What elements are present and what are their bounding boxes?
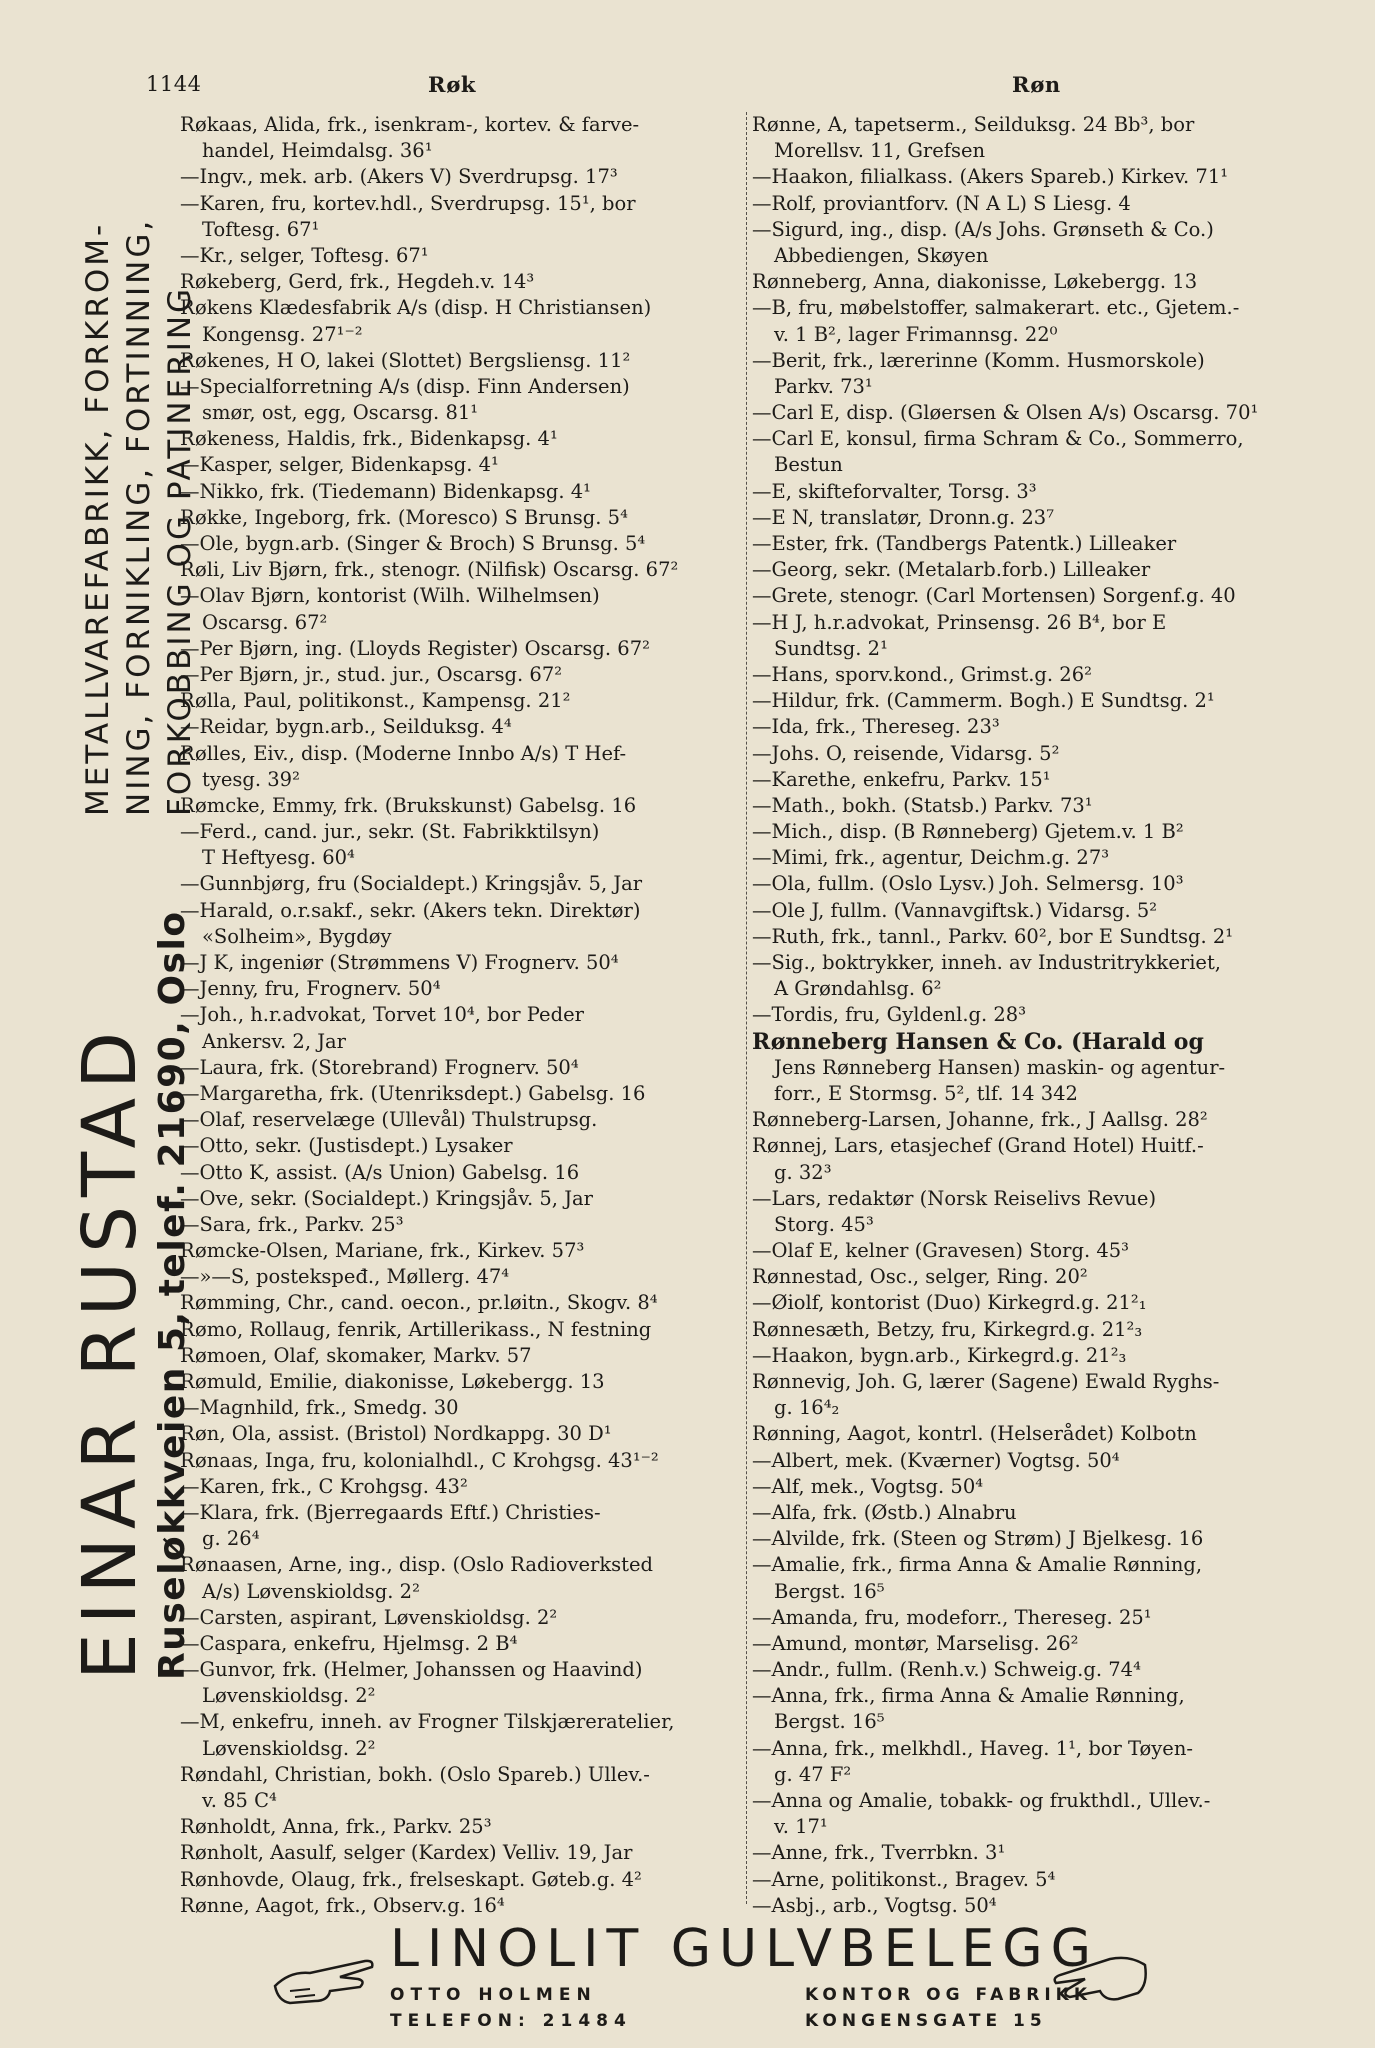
directory-entry-line: —Carsten, aspirant, Løvenskioldsg. 2² — [180, 1605, 558, 1629]
directory-entry-line: Parkv. 73¹ — [774, 374, 873, 398]
directory-entry-line: —J K, ingeniør (Strømmens V) Frognerv. 50⁴ — [180, 951, 619, 974]
sidebar-company-name: EINAR RUSTAD — [67, 1022, 153, 1680]
directory-entry-line: —Alfa, frk. (Østb.) Alnabru — [752, 1500, 1017, 1524]
directory-entry-line: Røkke, Ingeborg, frk. (Moresco) S Brunsg. 5⁴ — [180, 505, 628, 529]
right-header-word: Røn — [1012, 72, 1061, 97]
sidebar-address: Ruseløkkveien 5, telef. 21690, Oslo — [152, 910, 193, 1680]
directory-entry-line: —Nikko, frk. (Tiedemann) Bidenkapsg. 4¹ — [180, 479, 591, 503]
directory-entry-line: Løvenskioldsg. 2² — [202, 1736, 376, 1760]
directory-entry-line: —Amund, montør, Marselisg. 26² — [752, 1631, 1079, 1655]
directory-entry-line: —Ola, fullm. (Oslo Lysv.) Joh. Selmersg. 10³ — [752, 872, 1184, 896]
directory-entry-line: —Hans, sporv.kond., Grimst.g. 26² — [752, 662, 1092, 686]
directory-entry-line: Rømuld, Emilie, diakonisse, Løkebergg. 13 — [180, 1370, 605, 1393]
directory-entry-line: —Carl E, disp. (Gløersen & Olsen A/s) Oscarsg. 70¹ — [752, 401, 1259, 425]
directory-entry-line: —Per Bjørn, ing. (Lloyds Register) Oscarsg. 67² — [180, 636, 650, 660]
directory-entry-line: —Karethe, enkefru, Parkv. 15¹ — [752, 767, 1051, 791]
directory-entry-line: forr., E Stormsg. 5², tlf. 14 342 — [774, 1081, 1078, 1105]
directory-entry-line: A Grøndahlsg. 6² — [774, 977, 942, 1001]
ad-phone: TELEFON: 21484 — [390, 2011, 632, 2031]
directory-entry-line: —Karen, frk., C Krohgsg. 43² — [180, 1474, 468, 1498]
directory-entry-line: Rømo, Rollaug, fenrik, Artillerikass., N festning — [180, 1317, 652, 1341]
left-column — [180, 112, 740, 1919]
directory-entry-line: handel, Heimdalsg. 36¹ — [202, 139, 433, 163]
directory-entry-line: g. 16⁴₂ — [774, 1396, 840, 1420]
directory-entry-line: Røn, Ola, assist. (Bristol) Nordkappg. 30 D¹ — [180, 1422, 612, 1446]
directory-entry-line: v. 1 B², lager Frimannsg. 22⁰ — [774, 322, 1058, 346]
pointing-hand-icon — [1050, 1945, 1150, 2023]
directory-entry-line: —Hildur, frk. (Cammerm. Bogh.) E Sundtsg. 2¹ — [752, 689, 1215, 713]
directory-entry-line: —Gunvor, frk. (Helmer, Johanssen og Haavind) — [180, 1658, 643, 1682]
directory-entry-line: Røkenes, H O, lakei (Slottet) Bergsliensg. 11² — [180, 348, 631, 372]
directory-entry-line: Toftesg. 67¹ — [202, 217, 320, 241]
column-divider — [746, 112, 747, 1904]
directory-entry-line: —Olav Bjørn, kontorist (Wilh. Wilhelmsen) — [180, 584, 600, 608]
directory-entry-line: —Caspara, enkefru, Hjelmsg. 2 B⁴ — [180, 1631, 518, 1655]
directory-entry-line: —Carl E, konsul, firma Schram & Co., Sommerro, — [752, 427, 1244, 451]
directory-entry-line: —Ole, bygn.arb. (Singer & Broch) S Brunsg. 5⁴ — [180, 532, 646, 555]
directory-entry-line: Røkeberg, Gerd, frk., Hegdeh.v. 14³ — [180, 270, 535, 294]
directory-entry-line: v. 85 C⁴ — [202, 1789, 277, 1812]
directory-entry-line: —B, fru, møbelstoffer, salmakerart. etc., Gjetem.- — [752, 296, 1240, 320]
directory-entry-line: Rønaasen, Arne, ing., disp. (Oslo Radioverksted — [180, 1553, 654, 1577]
directory-entry-line: Rønne, A, tapetserm., Seilduksg. 24 Bb³, bor — [752, 113, 1195, 136]
directory-entry-line: —Anna, frk., firma Anna & Amalie Rønning, — [752, 1684, 1185, 1708]
directory-entry-line: —H J, h.r.advokat, Prinsensg. 26 B⁴, bor E — [752, 610, 1167, 634]
left-header-word: Røk — [428, 72, 476, 97]
directory-entry-line: —Øiolf, kontorist (Duo) Kirkegrd.g. 21²₁ — [752, 1291, 1147, 1315]
directory-entry-line: —Tordis, fru, Gyldenl.g. 28³ — [752, 1003, 1027, 1027]
directory-entry-line: —Anna og Amalie, tobakk- og frukthdl., Ullev.- — [752, 1789, 1211, 1812]
directory-entry-line: Storg. 45³ — [774, 1212, 874, 1236]
directory-entry-line: g. 26⁴ — [202, 1527, 260, 1551]
directory-entry-line: —Ferd., cand. jur., sekr. (St. Fabrikktilsyn) — [180, 820, 600, 844]
directory-entry-line: —Math., bokh. (Statsb.) Parkv. 73¹ — [752, 793, 1093, 817]
directory-entry-line: Sundtsg. 2¹ — [774, 636, 888, 660]
directory-entry-line: —Kasper, selger, Bidenkapsg. 4¹ — [180, 453, 499, 477]
directory-entry-line: —Margaretha, frk. (Utenriksdept.) Gabelsg. 16 — [180, 1081, 646, 1105]
ad-office-label: KONTOR OG FABRIKK — [805, 1985, 1093, 2005]
directory-entry-line: Rønnej, Lars, etasjechef (Grand Hotel) Huitf.- — [752, 1134, 1204, 1158]
directory-entry-line: Røkens Klædesfabrik A/s (disp. H Christiansen) — [180, 296, 652, 320]
directory-entry-line: —Karen, fru, kortev.hdl., Sverdrupsg. 15¹, bor — [180, 191, 636, 215]
directory-entry-line: —Alvilde, frk. (Steen og Strøm) J Bjelkesg. 16 — [752, 1527, 1204, 1551]
directory-entry-line: —Sigurd, ing., disp. (A/s Johs. Grønseth & Co.) — [752, 217, 1214, 241]
directory-entry-line: Rønneberg-Larsen, Johanne, frk., J Aallsg. 28² — [752, 1108, 1208, 1132]
directory-entry-line: Rølles, Eiv., disp. (Moderne Innbo A/s) T Hef- — [180, 741, 627, 765]
directory-entry-line: Rønholdt, Anna, frk., Parkv. 25³ — [180, 1815, 492, 1839]
directory-entry-line: —Sara, frk., Parkv. 25³ — [180, 1212, 404, 1236]
directory-entry-line: Rømoen, Olaf, skomaker, Markv. 57 — [180, 1343, 532, 1367]
directory-entry-line: —Johs. O, reisende, Vidarsg. 5² — [752, 741, 1060, 765]
directory-entry-line: g. 32³ — [774, 1160, 832, 1184]
directory-entry-line: Rømcke-Olsen, Mariane, frk., Kirkev. 57³ — [180, 1239, 585, 1263]
directory-entry-line: Bergst. 16⁵ — [774, 1579, 885, 1603]
directory-entry-line: Rønneberg, Anna, diakonisse, Løkebergg. 13 — [752, 270, 1198, 294]
directory-entry-line: —Specialforretning A/s (disp. Finn Andersen) — [180, 374, 630, 398]
directory-entry-line: —Ingv., mek. arb. (Akers V) Sverdrupsg. 17³ — [180, 165, 618, 189]
directory-entry-line: —Ove, sekr. (Socialdept.) Kringsjåv. 5, Jar — [180, 1186, 593, 1210]
directory-entry-line: —Magnhild, frk., Smedg. 30 — [180, 1396, 459, 1420]
directory-entry-line: Røndahl, Christian, bokh. (Oslo Spareb.) Ullev.- — [180, 1762, 650, 1786]
directory-entry-line: —Albert, mek. (Kværner) Vogtsg. 50⁴ — [752, 1448, 1120, 1472]
directory-entry-line: —E N, translatør, Dronn.g. 23⁷ — [752, 505, 1055, 529]
directory-entry-line: —Olaf E, kelner (Gravesen) Storg. 45³ — [752, 1239, 1129, 1263]
directory-entry-line: —Olaf, reservelæge (Ullevål) Thulstrupsg. — [180, 1108, 598, 1132]
directory-entry-line: —M, enkefru, inneh. av Frogner Tilskjæreratelier, — [180, 1710, 675, 1734]
directory-entry-line: smør, ost, egg, Oscarsg. 81¹ — [202, 401, 479, 425]
directory-entry-line: Rønne, Aagot, frk., Observ.g. 16⁴ — [180, 1893, 505, 1917]
directory-entry-line: —Reidar, bygn.arb., Seilduksg. 4⁴ — [180, 715, 512, 739]
directory-entry-line: Røli, Liv Bjørn, frk., stenogr. (Nilfisk) Oscarsg. 67² — [180, 558, 679, 582]
directory-entry-line: —Haakon, filialkass. (Akers Spareb.) Kirkev. 71¹ — [752, 165, 1229, 189]
directory-entry-line: Abbediengen, Skøyen — [774, 243, 989, 267]
directory-entry-line: Morellsv. 11, Grefsen — [774, 139, 986, 163]
directory-entry-line: Røkeness, Haldis, frk., Bidenkapsg. 4¹ — [180, 427, 558, 451]
directory-entry-line: Jens Rønneberg Hansen) maskin- og agentur- — [774, 1055, 1226, 1079]
directory-entry-line: —Otto K, assist. (A/s Union) Gabelsg. 16 — [180, 1160, 580, 1184]
directory-entry-line: —Ester, frk. (Tandbergs Patentk.) Lilleaker — [752, 532, 1177, 555]
directory-entry-line: —Kr., selger, Toftesg. 67¹ — [180, 243, 429, 267]
directory-entry-line: T Heftyesg. 60⁴ — [202, 846, 355, 870]
directory-entry-line: tyesg. 39² — [202, 767, 300, 791]
right-column — [752, 112, 1327, 1919]
directory-entry-line: Rømcke, Emmy, frk. (Brukskunst) Gabelsg. 16 — [180, 793, 637, 817]
directory-entry-line: —Ida, frk., Thereseg. 23³ — [752, 715, 1000, 739]
page-number: 1144 — [146, 72, 202, 96]
directory-entry-line: Rønholt, Aasulf, selger (Kardex) Velliv. 19, Jar — [180, 1841, 633, 1865]
directory-entry-line: —Lars, redaktør (Norsk Reiselivs Revue) — [752, 1186, 1157, 1210]
directory-entry-line: —Anna, frk., melkhdl., Haveg. 1¹, bor Tøyen- — [752, 1736, 1193, 1760]
directory-entry-line: —E, skifteforvalter, Torsg. 3³ — [752, 479, 1037, 503]
directory-entry-line: —Mich., disp. (B Rønneberg) Gjetem.v. 1 B² — [752, 820, 1184, 844]
directory-entry-line: —Harald, o.r.sakf., sekr. (Akers tekn. Direktør) — [180, 898, 641, 922]
directory-entry-line: Røkaas, Alida, frk., isenkram-, kortev. & farve- — [180, 113, 640, 136]
directory-entry-line: —Asbj., arb., Vogtsg. 50⁴ — [752, 1893, 997, 1917]
directory-entry-line: Bestun — [774, 453, 843, 477]
directory-entry-line: —Grete, stenogr. (Carl Mortensen) Sorgenf.g. 40 — [752, 584, 1236, 608]
directory-entry-line: Rømming, Chr., cand. oecon., pr.løitn., Skogv. 8⁴ — [180, 1291, 658, 1315]
directory-entry-line: Oscarsg. 67² — [202, 610, 328, 634]
pointing-hand-icon — [270, 1931, 380, 2011]
directory-entry-line: —Otto, sekr. (Justisdept.) Lysaker — [180, 1134, 513, 1158]
directory-entry-line: —Laura, frk. (Storebrand) Frognerv. 50⁴ — [180, 1055, 579, 1079]
directory-entry-line: —Jenny, fru, Frognerv. 50⁴ — [180, 977, 441, 1001]
directory-entry-line: —Berit, frk., lærerinne (Komm. Husmorskole) — [752, 348, 1205, 372]
directory-entry-line: —Per Bjørn, jr., stud. jur., Oscarsg. 67² — [180, 662, 563, 686]
directory-entry-line: —Gunnbjørg, fru (Socialdept.) Kringsjåv. 5, Jar — [180, 872, 643, 896]
directory-entry-line: —Anne, frk., Tverrbkn. 3¹ — [752, 1841, 1006, 1865]
directory-entry-line: —Georg, sekr. (Metalarb.forb.) Lilleaker — [752, 558, 1151, 582]
directory-entry-line: —Alf, mek., Vogtsg. 50⁴ — [752, 1474, 984, 1498]
directory-entry-line: —Haakon, bygn.arb., Kirkegrd.g. 21²₃ — [752, 1343, 1127, 1367]
directory-entry-line: Rønnestad, Osc., selger, Ring. 20² — [752, 1265, 1088, 1289]
directory-entry-line: Rølla, Paul, politikonst., Kampensg. 21² — [180, 689, 571, 713]
directory-entry-line: A/s) Løvenskioldsg. 2² — [202, 1579, 420, 1603]
directory-entry-line: Rønhovde, Olaug, frk., frelseskapt. Gøteb.g. 4² — [180, 1867, 642, 1891]
directory-entry-line: —»—S, postekspeđ., Møllerg. 47⁴ — [180, 1265, 510, 1289]
directory-entry-line: g. 47 F² — [774, 1762, 852, 1786]
directory-entry-line: Løvenskioldsg. 2² — [202, 1684, 376, 1708]
sidebar-services-line: FORKOBBING OG PATINERING — [162, 285, 198, 816]
directory-entry-line: —Amanda, fru, modeforr., Thereseg. 25¹ — [752, 1605, 1152, 1629]
directory-entry-line: —Mimi, frk., agentur, Deichm.g. 27³ — [752, 846, 1110, 870]
directory-entry-line: «Solheim», Bygdøy — [202, 924, 392, 948]
directory-entry-line: —Sig., boktrykker, inneh. av Industritrykkeriet, — [752, 951, 1222, 974]
directory-entry-line: —Andr., fullm. (Renh.v.) Schweig.g. 74⁴ — [752, 1658, 1141, 1682]
directory-entry-line: v. 17¹ — [774, 1815, 828, 1839]
directory-entry-line: —Amalie, frk., firma Anna & Amalie Rønning, — [752, 1553, 1203, 1577]
directory-entry-line: Rønning, Aagot, kontrl. (Helserådet) Kolbotn — [752, 1422, 1197, 1446]
directory-entry-line: —Ole J, fullm. (Vannavgiftsk.) Vidarsg. 5² — [752, 898, 1158, 922]
directory-entry-line: Rønneberg Hansen & Co. (Harald og — [752, 1028, 1204, 1055]
directory-entry-line: Rønnevig, Joh. G, lærer (Sagene) Ewald Ryghs- — [752, 1370, 1220, 1393]
directory-entry-line: Kongensg. 27¹⁻² — [202, 322, 363, 346]
directory-entry-line: Rønaas, Inga, fru, kolonialhdl., C Krohgsg. 43¹⁻² — [180, 1448, 659, 1472]
sidebar-services-line: METALLVAREFABRIKK, FORKROM- — [80, 221, 116, 816]
ad-title: LINOLIT GULVBELEGG — [390, 1919, 1099, 1979]
directory-entry-line: —Klara, frk. (Bjerregaards Eftf.) Christies- — [180, 1500, 601, 1524]
directory-entry-line: —Arne, politikonst., Bragev. 5⁴ — [752, 1867, 1056, 1891]
directory-entry-line: Bergst. 16⁵ — [774, 1710, 885, 1734]
directory-entry-line: Ankersv. 2, Jar — [202, 1029, 346, 1053]
directory-entry-line: —Rolf, proviantforv. (N A L) S Liesg. 4 — [752, 191, 1131, 215]
sidebar-services-line: NING, FORNIKLING, FORTINNING, — [121, 217, 157, 816]
directory-entry-line: —Joh., h.r.advokat, Torvet 10⁴, bor Peder — [180, 1003, 584, 1027]
ad-address: KONGENSGATE 15 — [805, 2011, 1047, 2031]
directory-entry-line: —Ruth, frk., tannl., Parkv. 60², bor E Sundtsg. 2¹ — [752, 924, 1234, 948]
advertisement — [270, 1915, 1150, 2031]
ad-company: OTTO HOLMEN — [390, 1985, 597, 2005]
directory-entry-line: Rønnesæth, Betzy, fru, Kirkegrd.g. 21²₃ — [752, 1317, 1143, 1341]
